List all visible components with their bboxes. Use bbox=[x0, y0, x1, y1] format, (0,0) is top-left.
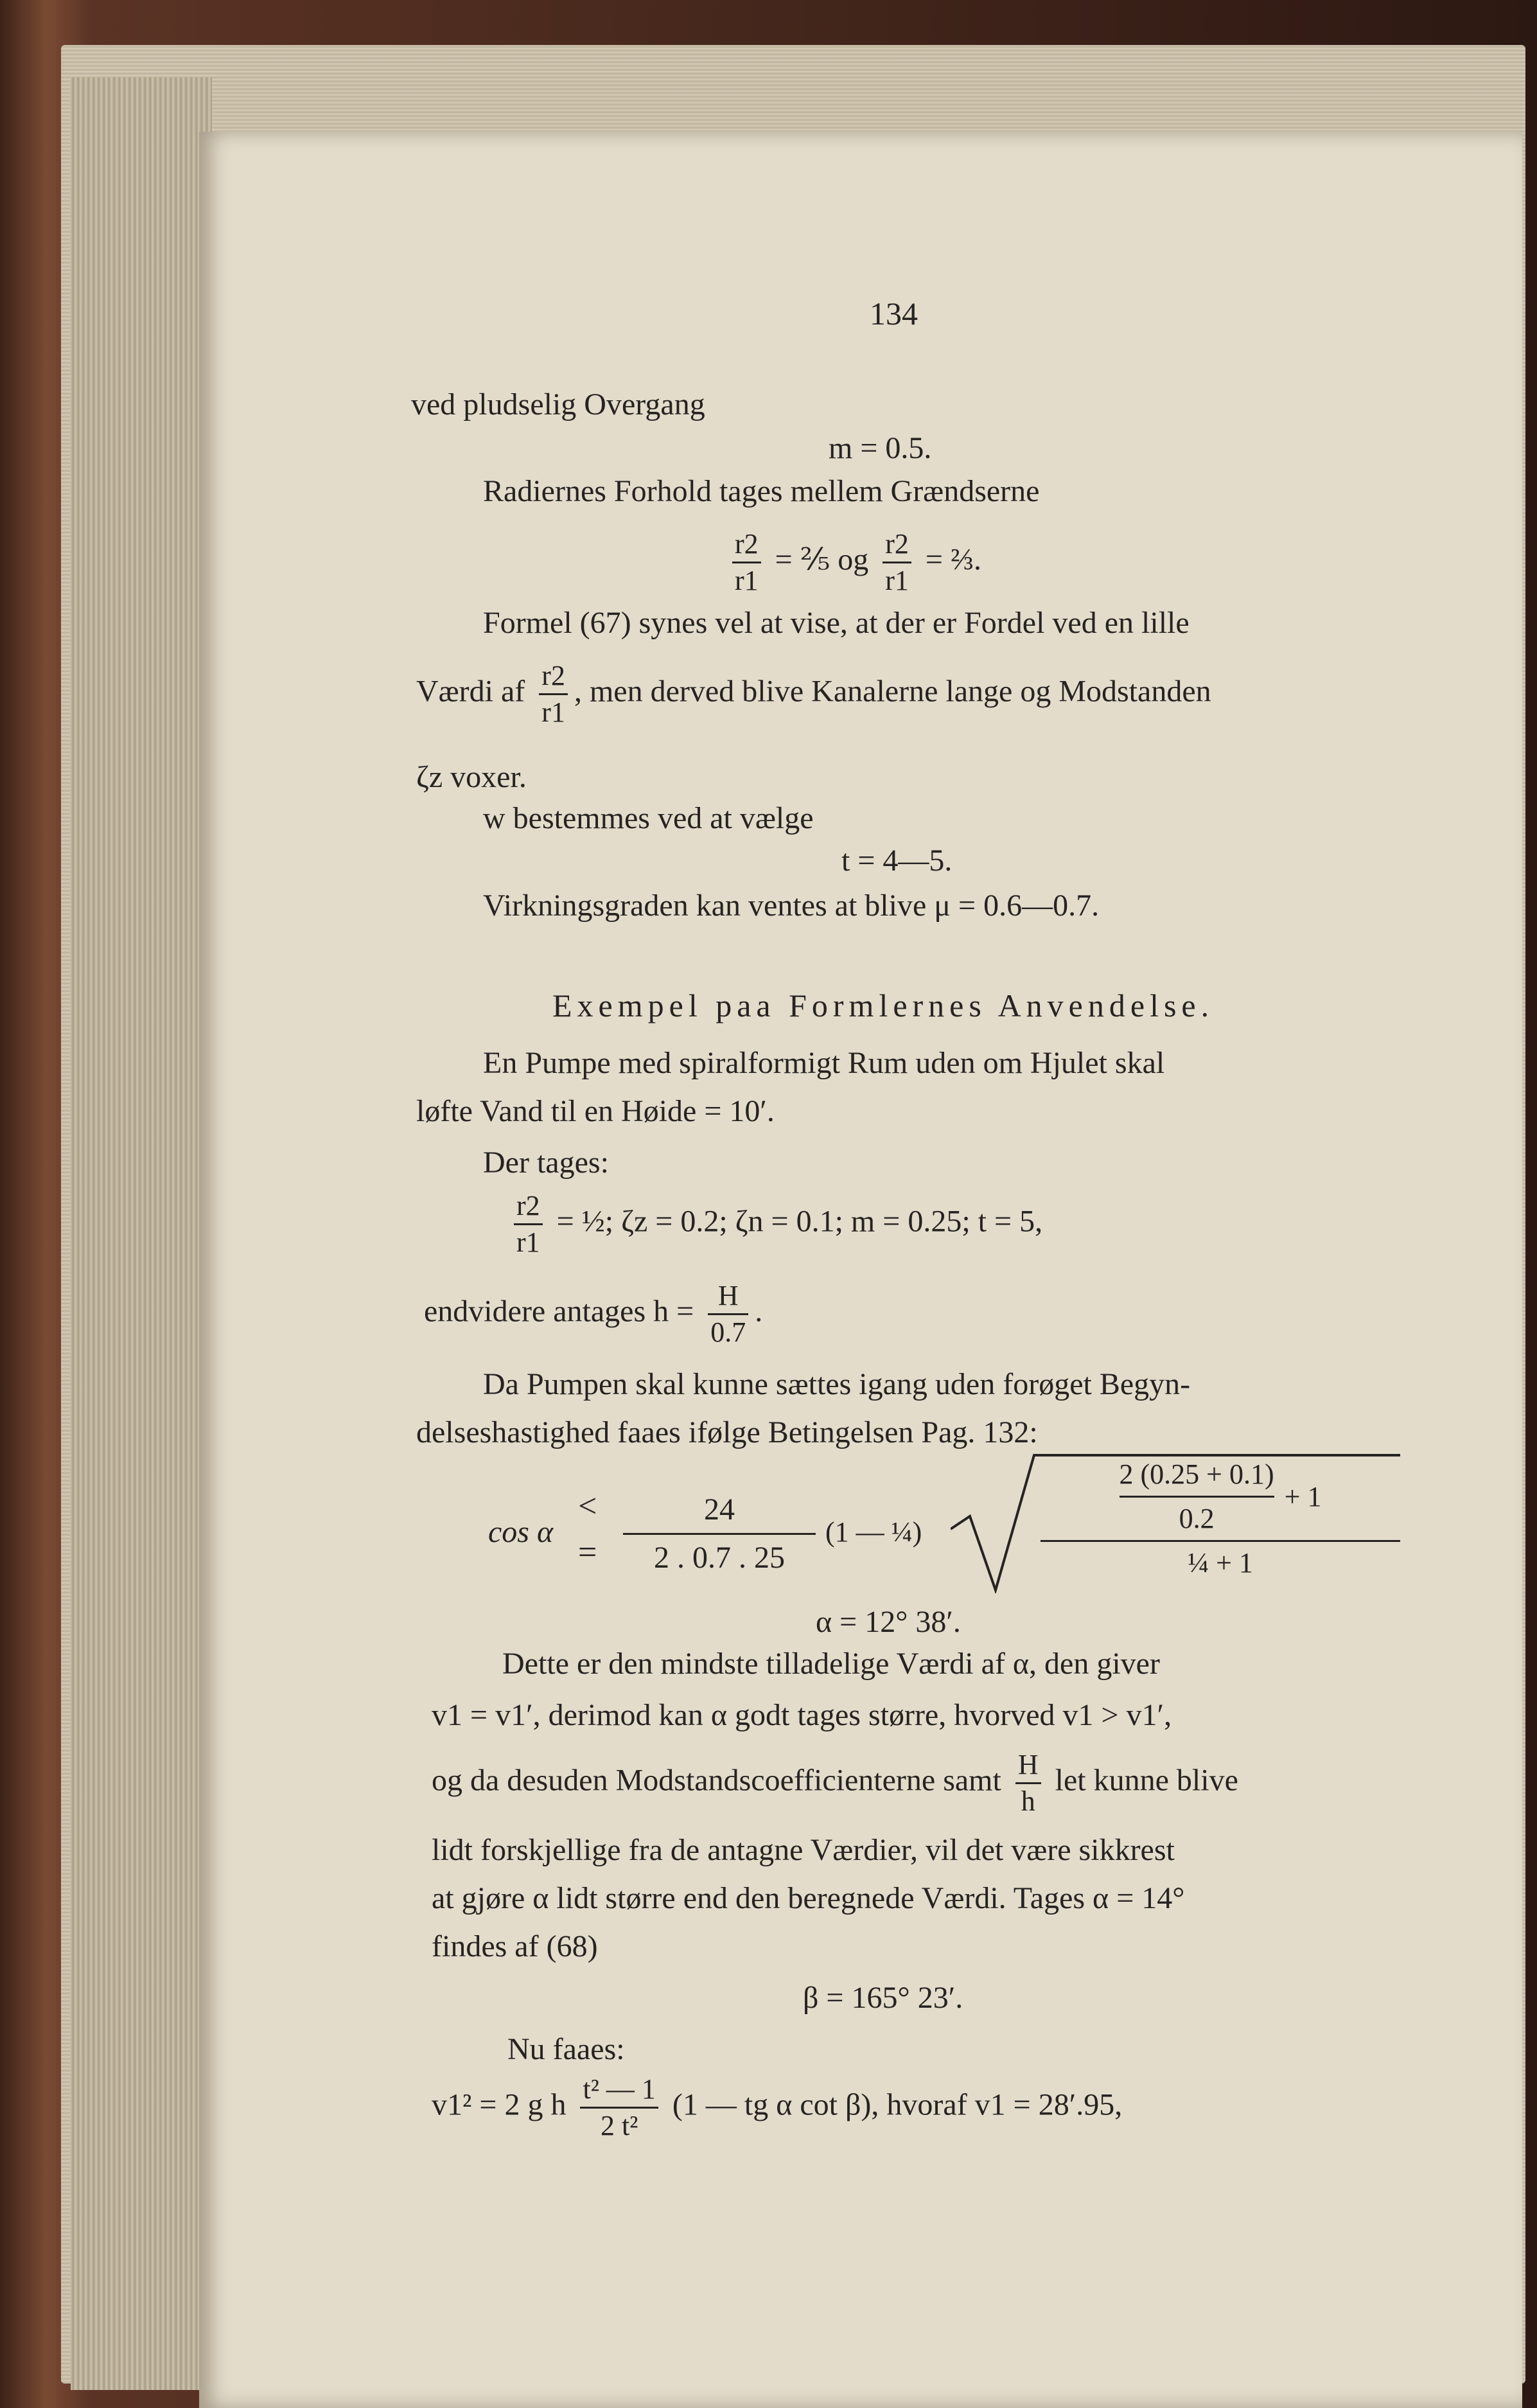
equation-factor: (1 — ¼) bbox=[825, 1516, 922, 1548]
fraction: $\frac{H}{h}$ bbox=[1015, 1748, 1041, 1819]
page-number: 134 bbox=[870, 296, 918, 332]
radical-content: 2 (0.25 + 0.1) 0.2 + 1 ¼ + 1 bbox=[1041, 1457, 1400, 1580]
text-line: En Pumpe med spiralformigt Rum uden om Hjulet skal bbox=[483, 1046, 1165, 1080]
text-line: at gjøre α lidt større end den beregnede Værdi. Tages α = 14° bbox=[432, 1881, 1185, 1915]
text-line: w bestemmes ved at vælge bbox=[483, 801, 814, 835]
fraction: $\frac{r2}{r1}$ bbox=[539, 659, 568, 730]
fraction: $\frac{\text{t² — 1}}{\text{2 t²}}$ bbox=[580, 2072, 658, 2143]
fraction: 24 2 . 0.7 . 25 bbox=[623, 1491, 816, 1593]
text-line: ζz voxer. bbox=[416, 760, 527, 794]
text-line: Virkningsgraden kan ventes at blive μ = 0.6—0.7. bbox=[483, 889, 1100, 923]
text-line: Dette er den mindste tilladelige Værdi af α, den giver bbox=[502, 1647, 1160, 1681]
equation-m: m = 0.5. bbox=[829, 431, 932, 465]
fraction: $\frac{r2}{r1}$ bbox=[883, 527, 911, 598]
equation-cos-alpha-label: cos α bbox=[488, 1515, 554, 1549]
equals-sign: = bbox=[578, 1534, 597, 1571]
text-line: ved pludselig Overgang bbox=[411, 387, 705, 421]
text-line: Formel (67) synes vel at vise, at der er Fordel ved en lille bbox=[483, 606, 1190, 640]
equation-t: t = 4—5. bbox=[841, 844, 953, 878]
less-than-sign: < bbox=[578, 1488, 597, 1525]
equation-v1: v1² = 2 g h $\frac{\text{t² — 1}}{\text{2 t²}}$ (1 — tg α cot β), hvoraf v1 = 28′.95, bbox=[432, 2072, 1122, 2162]
equation-alpha-result: α = 12° 38′. bbox=[816, 1605, 961, 1639]
equation-ratio-limits: $\frac{r2}{r1}$ = ⅖ og $\frac{r2}{r1}$ = ⅔. bbox=[726, 527, 981, 604]
equation-beta: β = 165° 23′. bbox=[803, 1981, 963, 2015]
text-line: v1 = v1′, derimod kan α godt tages større, hvorved v1 > v1′, bbox=[432, 1698, 1172, 1732]
text-line: Da Pumpen skal kunne sættes igang uden forøget Begyn- bbox=[483, 1367, 1191, 1401]
text-line: Der tages: bbox=[483, 1146, 609, 1180]
text-line: endvidere antages h = $\frac{H}{0.7}$ . bbox=[424, 1279, 762, 1362]
fraction: $\frac{r2}{r1}$ bbox=[732, 527, 761, 598]
text-line: Radiernes Forhold tages mellem Grændserne bbox=[483, 474, 1040, 508]
text-line: og da desuden Modstandscoefficienterne samt $\frac{H}{h}$ let kunne blive bbox=[432, 1748, 1238, 1831]
text-line: lidt forskjellige fra de antagne Værdier, vil det være sikkrest bbox=[432, 1833, 1175, 1867]
fraction: $\frac{r2}{r1}$ bbox=[514, 1189, 543, 1260]
text-line: delseshastighed faaes ifølge Betingelsen Pag. 132: bbox=[416, 1415, 1038, 1449]
page-side-edges bbox=[71, 77, 212, 2390]
square-root-expression bbox=[951, 1452, 1400, 1593]
section-heading: Exempel paa Formlernes Anvendelse. bbox=[552, 987, 1215, 1023]
text-line: løfte Vand til en Høide = 10′. bbox=[416, 1094, 775, 1128]
text-line: Nu faaes: bbox=[507, 2032, 625, 2066]
text-line: findes af (68) bbox=[432, 1929, 598, 1963]
fraction: $\frac{H}{0.7}$ bbox=[708, 1279, 748, 1350]
text-line: Værdi af $\frac{r2}{r1}$ , men derved blive Kanalerne lange og Modstanden bbox=[416, 659, 1211, 736]
equation-given-values: $\frac{r2}{r1}$ = ½; ζz = 0.2; ζn = 0.1; m = 0.25; t = 5, bbox=[507, 1189, 1042, 1266]
